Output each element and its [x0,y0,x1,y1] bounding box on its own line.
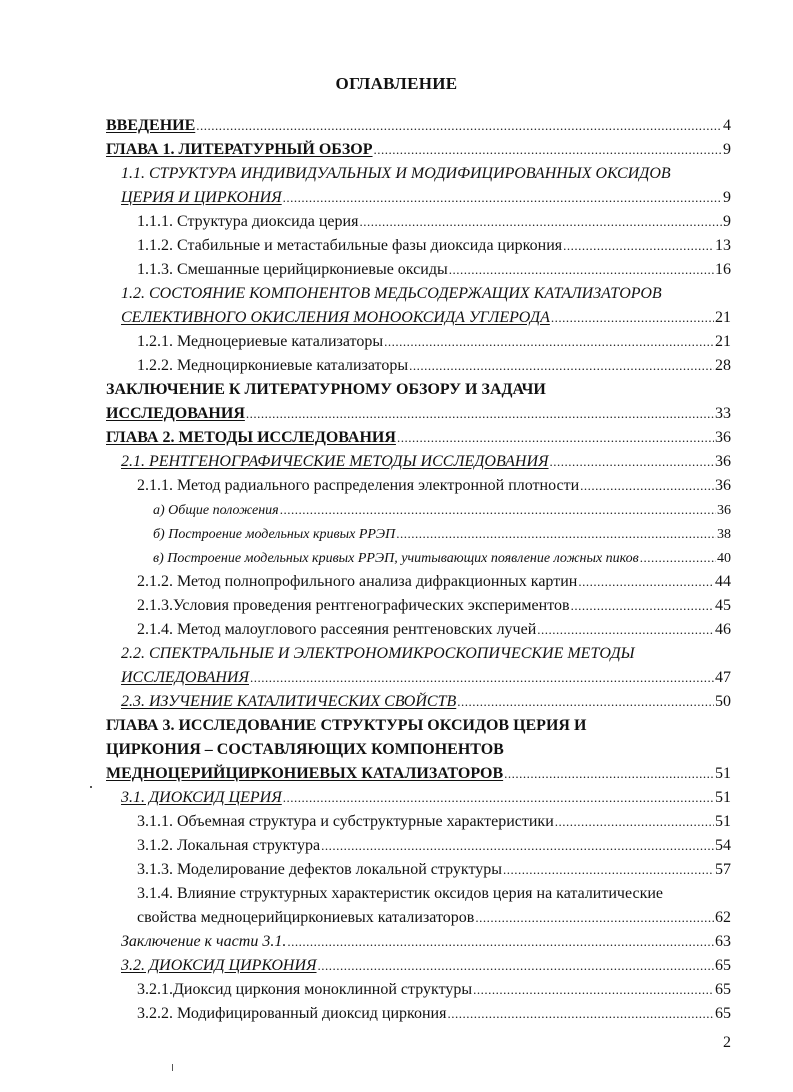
toc-entry-page: 45 [715,597,731,614]
toc-entry-label: в) Построение модельных кривых РРЭП, учитывающих появление ложных пиков [153,551,639,566]
toc-entry-chapter-1[interactable] [106,138,731,162]
dot-leader [537,618,714,642]
dot-leader [196,114,722,138]
dot-leader [504,762,714,786]
toc-entry-page: 40 [717,551,731,566]
toc-entry-label: 1.2.2. Медноциркониевые катализаторы [137,357,409,374]
toc-entry-page: 51 [715,789,731,806]
dot-leader [447,1002,714,1026]
toc-entry-page: 21 [715,333,731,350]
toc-entry-page: 4 [723,117,731,134]
toc-entry-page: 50 [715,693,731,710]
toc-entry-label: 3.1.1. Объемная структура и субструктурные характеристики [137,813,554,830]
toc-entry-line: 3.1.4. Влияние структурных характеристик оксидов церия на каталитические [137,885,663,902]
dot-leader [457,690,714,714]
toc-entry-label: СЕЛЕКТИВНОГО ОКИСЛЕНИЯ МОНООКСИДА УГЛЕРОДА [121,309,550,326]
dot-leader [563,234,714,258]
toc-entry-label: ИССЛЕДОВАНИЯ [121,669,249,686]
toc-entry-chapter-2[interactable] [106,426,731,450]
toc-entry-page: 16 [715,261,731,278]
toc-entry-label: свойства медноцерийциркониевых катализаторов [137,909,475,926]
dot-leader [503,858,714,882]
toc-entry-subsection-3-1-2[interactable] [137,834,731,858]
dot-leader [580,474,714,498]
toc-entry-page: 65 [715,981,731,998]
toc-entry-label: ГЛАВА 1. ЛИТЕРАТУРНЫЙ ОБЗОР [106,141,373,158]
toc-entry-subsection-2-1-1[interactable] [137,474,731,498]
toc-entry-page: 47 [715,669,731,686]
toc-entry-section-2-1[interactable] [121,450,731,474]
toc-entry-line: 1.1. СТРУКТУРА ИНДИВИДУАЛЬНЫХ И МОДИФИЦИРОВАННЫХ ОКСИДОВ [121,165,671,182]
toc-entry-label: 3.1. ДИОКСИД ЦЕРИЯ [121,789,282,806]
toc-entry-section-1-1[interactable] [121,186,731,210]
scan-speck [172,1064,173,1071]
toc-entry-subsection-3-1-4[interactable] [137,906,731,930]
toc-entry-subsection-2-1-3[interactable] [137,594,731,618]
toc-entry-subsection-3-1-1[interactable] [137,810,731,834]
toc-entry-label: 1.1.1. Структура диоксида церия [137,213,359,230]
toc-entry-page: 65 [715,957,731,974]
toc-entry-page: 51 [715,813,731,830]
toc-entry-page: 36 [717,503,731,518]
toc-entry-chapter-3[interactable] [106,762,731,786]
page-number: 2 [723,1034,731,1051]
dot-leader [640,546,716,570]
toc-entry-page: 9 [723,189,731,206]
toc-entry-line: ЦИРКОНИЯ – СОСТАВЛЯЮЩИХ КОМПОНЕНТОВ [106,741,504,758]
toc-entry-line: 1.2. СОСТОЯНИЕ КОМПОНЕНТОВ МЕДЬСОДЕРЖАЩИХ КАТАЛИЗАТОРОВ [121,285,662,302]
toc-entry-subsection-2-1-2[interactable] [137,570,731,594]
toc-entry-page: 44 [715,573,731,590]
dot-leader [287,930,714,954]
toc-entry-line: 2.2. СПЕКТРАЛЬНЫЕ И ЭЛЕКТРОНОМИКРОСКОПИЧЕСКИЕ МЕТОДЫ [121,645,635,662]
toc-entry-label: 2.1.3.Условия проведения рентгенографических экспериментов [137,597,570,614]
toc-entry-label: а) Общие положения [153,503,279,518]
dot-leader [397,426,714,450]
dot-leader [550,450,714,474]
toc-entry-label: Заключение к части 3.1. [121,933,287,950]
toc-entry-page: 21 [715,309,731,326]
toc-entry-label: 3.2. ДИОКСИД ЦИРКОНИЯ [121,957,317,974]
toc-entry-subsection-1-2-1[interactable] [137,330,731,354]
dot-leader [449,258,714,282]
toc-entry-page: 9 [723,213,731,230]
dot-leader [555,810,714,834]
toc-entry-label: 3.1.3. Моделирование дефектов локальной структуры [137,861,502,878]
toc-entry-label: 2.1. РЕНТГЕНОГРАФИЧЕСКИЕ МЕТОДЫ ИССЛЕДОВАНИЯ [121,453,549,470]
dot-leader [283,786,714,810]
toc-entry-page: 28 [715,357,731,374]
toc-entry-section-3-1[interactable] [121,786,731,810]
toc-entry-page: 62 [715,909,731,926]
scan-speck [90,786,92,788]
toc-entry-page: 36 [715,453,731,470]
dot-leader [578,570,714,594]
dot-leader [374,138,722,162]
toc-entry-label: б) Построение модельных кривых РРЭП [153,527,396,542]
toc-entry-label: 2.1.4. Метод малоуглового рассеяния рентгеновских лучей [137,621,537,638]
dot-leader [396,522,716,546]
toc-entry-label: 2.1.2. Метод полнопрофильного анализа дифракционных картин [137,573,578,590]
toc-entry-subsection-1-2-2[interactable] [137,354,731,378]
toc-entry-item-v[interactable] [153,546,731,570]
toc-entry-page: 63 [715,933,731,950]
toc-entry-subsection-1-1-2[interactable] [137,234,731,258]
dot-leader [409,354,714,378]
dot-leader [318,954,714,978]
toc-entry-subsection-1-1-3[interactable] [137,258,731,282]
toc-entry-introduction[interactable] [106,114,731,138]
toc-entry-label: 3.2.2. Модифицированный диоксид циркония [137,1005,447,1022]
toc-entry-item-a[interactable] [153,498,731,522]
toc-entry-page: 36 [715,429,731,446]
toc-entry-subsection-2-1-4[interactable] [137,618,731,642]
toc-entry-label: 1.2.1. Медноцериевые катализаторы [137,333,384,350]
toc-entry-literature-conclusion[interactable] [106,402,731,426]
toc-entry-line: ГЛАВА 3. ИССЛЕДОВАНИЕ СТРУКТУРЫ ОКСИДОВ ЦЕРИЯ И [106,717,587,734]
toc-entry-page: 13 [715,237,731,254]
toc-entry-page: 38 [717,527,731,542]
toc-entry-subsection-1-1-1[interactable] [137,210,731,234]
dot-leader [384,330,714,354]
toc-entry-page: 9 [723,141,731,158]
toc-entry-label: 3.1.2. Локальная структура [137,837,321,854]
toc-entry-conclusion-3-1[interactable] [121,930,731,954]
toc-entry-label: ГЛАВА 2. МЕТОДЫ ИССЛЕДОВАНИЯ [106,429,396,446]
toc-entry-page: 36 [715,477,731,494]
dot-leader [475,906,714,930]
toc-entry-subsection-3-2-1[interactable] [137,978,731,1002]
toc-entry-subsection-3-1-3[interactable] [137,858,731,882]
dot-leader [473,978,714,1002]
toc-entry-page: 65 [715,1005,731,1022]
dot-leader [551,306,714,330]
toc-entry-label: 2.1.1. Метод радиального распределения электронной плотности [137,477,580,494]
toc-entry-page: 33 [715,405,731,422]
dot-leader [246,402,714,426]
dot-leader [571,594,714,618]
toc-entry-section-2-3[interactable] [121,690,731,714]
toc-entry-label: 1.1.3. Смешанные церийциркониевые оксиды [137,261,448,278]
toc-entry-section-3-2[interactable] [121,954,731,978]
toc-entry-label: 2.3. ИЗУЧЕНИЕ КАТАЛИТИЧЕСКИХ СВОЙСТВ [121,693,457,710]
dot-leader [359,210,722,234]
toc-entry-label: 3.2.1.Диоксид циркония моноклинной структуры [137,981,473,998]
page-title: ОГЛАВЛЕНИЕ [335,74,458,93]
toc-entry-page: 57 [715,861,731,878]
toc-entry-section-2-2[interactable] [121,666,731,690]
toc-entry-subsection-3-2-2[interactable] [137,1002,731,1026]
toc-entry-label: 1.1.2. Стабильные и метастабильные фазы диоксида циркония [137,237,563,254]
toc-entry-section-1-2[interactable] [121,306,731,330]
dot-leader [250,666,714,690]
toc-entry-page: 46 [715,621,731,638]
toc-entry-label: ВВЕДЕНИЕ [106,117,196,134]
toc-entry-page: 54 [715,837,731,854]
toc-entry-item-b[interactable] [153,522,731,546]
toc-entry-label: ЦЕРИЯ И ЦИРКОНИЯ [121,189,282,206]
dot-leader [280,498,716,522]
dot-leader [321,834,714,858]
dot-leader [283,186,722,210]
toc-entry-page: 51 [715,765,731,782]
toc-entry-label: МЕДНОЦЕРИЙЦИРКОНИЕВЫХ КАТАЛИЗАТОРОВ [106,765,504,782]
toc-entry-label: ИССЛЕДОВАНИЯ [106,405,245,422]
toc-entry-line: ЗАКЛЮЧЕНИЕ К ЛИТЕРАТУРНОМУ ОБЗОРУ И ЗАДАЧИ [106,381,546,398]
